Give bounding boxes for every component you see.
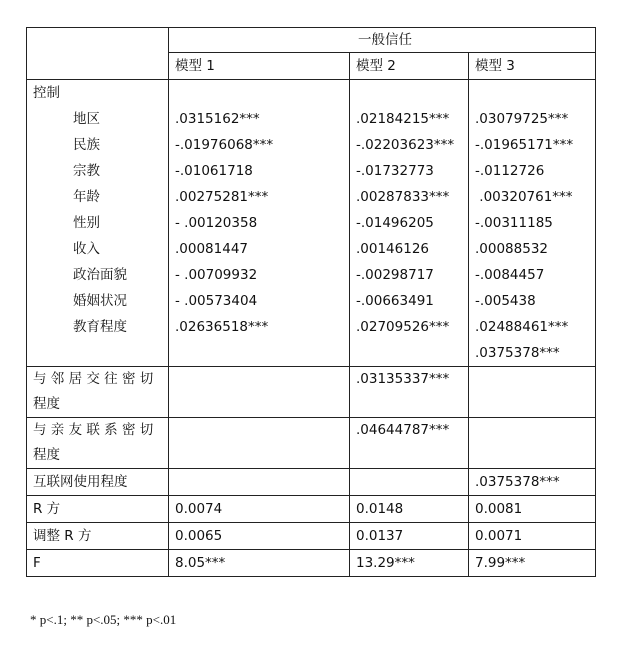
coef: -.005438 bbox=[475, 293, 536, 309]
coef: .00081447 bbox=[175, 241, 249, 257]
coef: .03079725*** bbox=[475, 111, 569, 127]
r2-row bbox=[27, 496, 596, 523]
corner-cell bbox=[27, 28, 169, 80]
stat: 0.0148 bbox=[350, 496, 469, 523]
row-label-line2: 程度 bbox=[33, 396, 60, 412]
coef: .02184215*** bbox=[356, 111, 450, 127]
coef: - .00573404 bbox=[175, 293, 258, 309]
coef: -.01976068*** bbox=[175, 137, 274, 153]
coef-extra: .0375378*** bbox=[475, 345, 560, 361]
var-ethnicity: 民族 bbox=[73, 137, 100, 153]
coef: -.01965171*** bbox=[475, 137, 574, 153]
var-marital: 婚姻状况 bbox=[73, 293, 127, 309]
coef: -.01496205 bbox=[356, 215, 434, 231]
coef bbox=[169, 469, 350, 496]
coef: .00320761*** bbox=[475, 189, 573, 205]
coef: - .00120358 bbox=[175, 215, 258, 231]
f-row bbox=[27, 550, 596, 577]
coef bbox=[469, 418, 596, 469]
internet-row bbox=[27, 469, 596, 496]
coef: .00275281*** bbox=[175, 189, 269, 205]
row-label-line1: 与 亲 友 联 系 密 切 bbox=[33, 422, 154, 438]
coef: .03135337*** bbox=[350, 367, 469, 418]
var-income: 收入 bbox=[73, 241, 100, 257]
row-label: R 方 bbox=[27, 496, 169, 523]
row-label-line1: 与 邻 居 交 往 密 切 bbox=[33, 371, 154, 387]
neighbor-row bbox=[27, 367, 596, 418]
adj-r2-row bbox=[27, 523, 596, 550]
coef: -.00311185 bbox=[475, 215, 553, 231]
row-label: 互联网使用程度 bbox=[27, 469, 169, 496]
stat: 8.05*** bbox=[169, 550, 350, 577]
regression-table bbox=[26, 27, 596, 577]
coef: .04644787*** bbox=[350, 418, 469, 469]
coef: - .00709932 bbox=[175, 267, 258, 283]
coef: .02488461*** bbox=[475, 319, 569, 335]
coef: .02636518*** bbox=[175, 319, 269, 335]
coef: .02709526*** bbox=[356, 319, 450, 335]
row-label bbox=[27, 418, 169, 469]
relatives-row bbox=[27, 418, 596, 469]
coef: -.01732773 bbox=[356, 163, 434, 179]
coef: .0315162*** bbox=[175, 111, 260, 127]
coef: -.0112726 bbox=[475, 163, 545, 179]
coef: -.00298717 bbox=[356, 267, 434, 283]
row-label bbox=[27, 367, 169, 418]
row-label: 调整 R 方 bbox=[27, 523, 169, 550]
coef bbox=[350, 469, 469, 496]
stat: 7.99*** bbox=[469, 550, 596, 577]
stat: 0.0065 bbox=[169, 523, 350, 550]
stat: 0.0081 bbox=[469, 496, 596, 523]
control-label: 控制 bbox=[33, 85, 60, 101]
control-block bbox=[27, 80, 596, 367]
coef: .00146126 bbox=[356, 241, 430, 257]
row-label-line2: 程度 bbox=[33, 447, 60, 463]
coef: -.02203623*** bbox=[356, 137, 455, 153]
var-political: 政治面貌 bbox=[73, 267, 127, 283]
var-age: 年龄 bbox=[73, 189, 100, 205]
control-m1 bbox=[169, 80, 350, 367]
control-m3 bbox=[469, 80, 596, 367]
stat: 0.0071 bbox=[469, 523, 596, 550]
coef: .00088532 bbox=[475, 241, 549, 257]
coef bbox=[169, 367, 350, 418]
coef: .0375378*** bbox=[469, 469, 596, 496]
header-row bbox=[27, 28, 596, 53]
stat: 0.0137 bbox=[350, 523, 469, 550]
significance-footnote: * p<.1; ** p<.05; *** p<.01 bbox=[30, 612, 177, 627]
coef: .00287833*** bbox=[356, 189, 450, 205]
var-education: 教育程度 bbox=[73, 319, 127, 335]
coef: -.01061718 bbox=[175, 163, 253, 179]
model-3-header: 模型 3 bbox=[469, 53, 596, 80]
control-m2 bbox=[350, 80, 469, 367]
var-region: 地区 bbox=[73, 111, 100, 127]
row-label: F bbox=[27, 550, 169, 577]
control-labels bbox=[27, 80, 169, 367]
model-1-header: 模型 1 bbox=[169, 53, 350, 80]
coef: -.00663491 bbox=[356, 293, 434, 309]
coef bbox=[169, 418, 350, 469]
stat: 13.29*** bbox=[350, 550, 469, 577]
var-gender: 性别 bbox=[73, 215, 100, 231]
coef: -.0084457 bbox=[475, 267, 545, 283]
stat: 0.0074 bbox=[169, 496, 350, 523]
group-label: 一般信任 bbox=[169, 28, 596, 53]
coef bbox=[469, 367, 596, 418]
var-religion: 宗教 bbox=[73, 163, 100, 179]
model-2-header: 模型 2 bbox=[350, 53, 469, 80]
